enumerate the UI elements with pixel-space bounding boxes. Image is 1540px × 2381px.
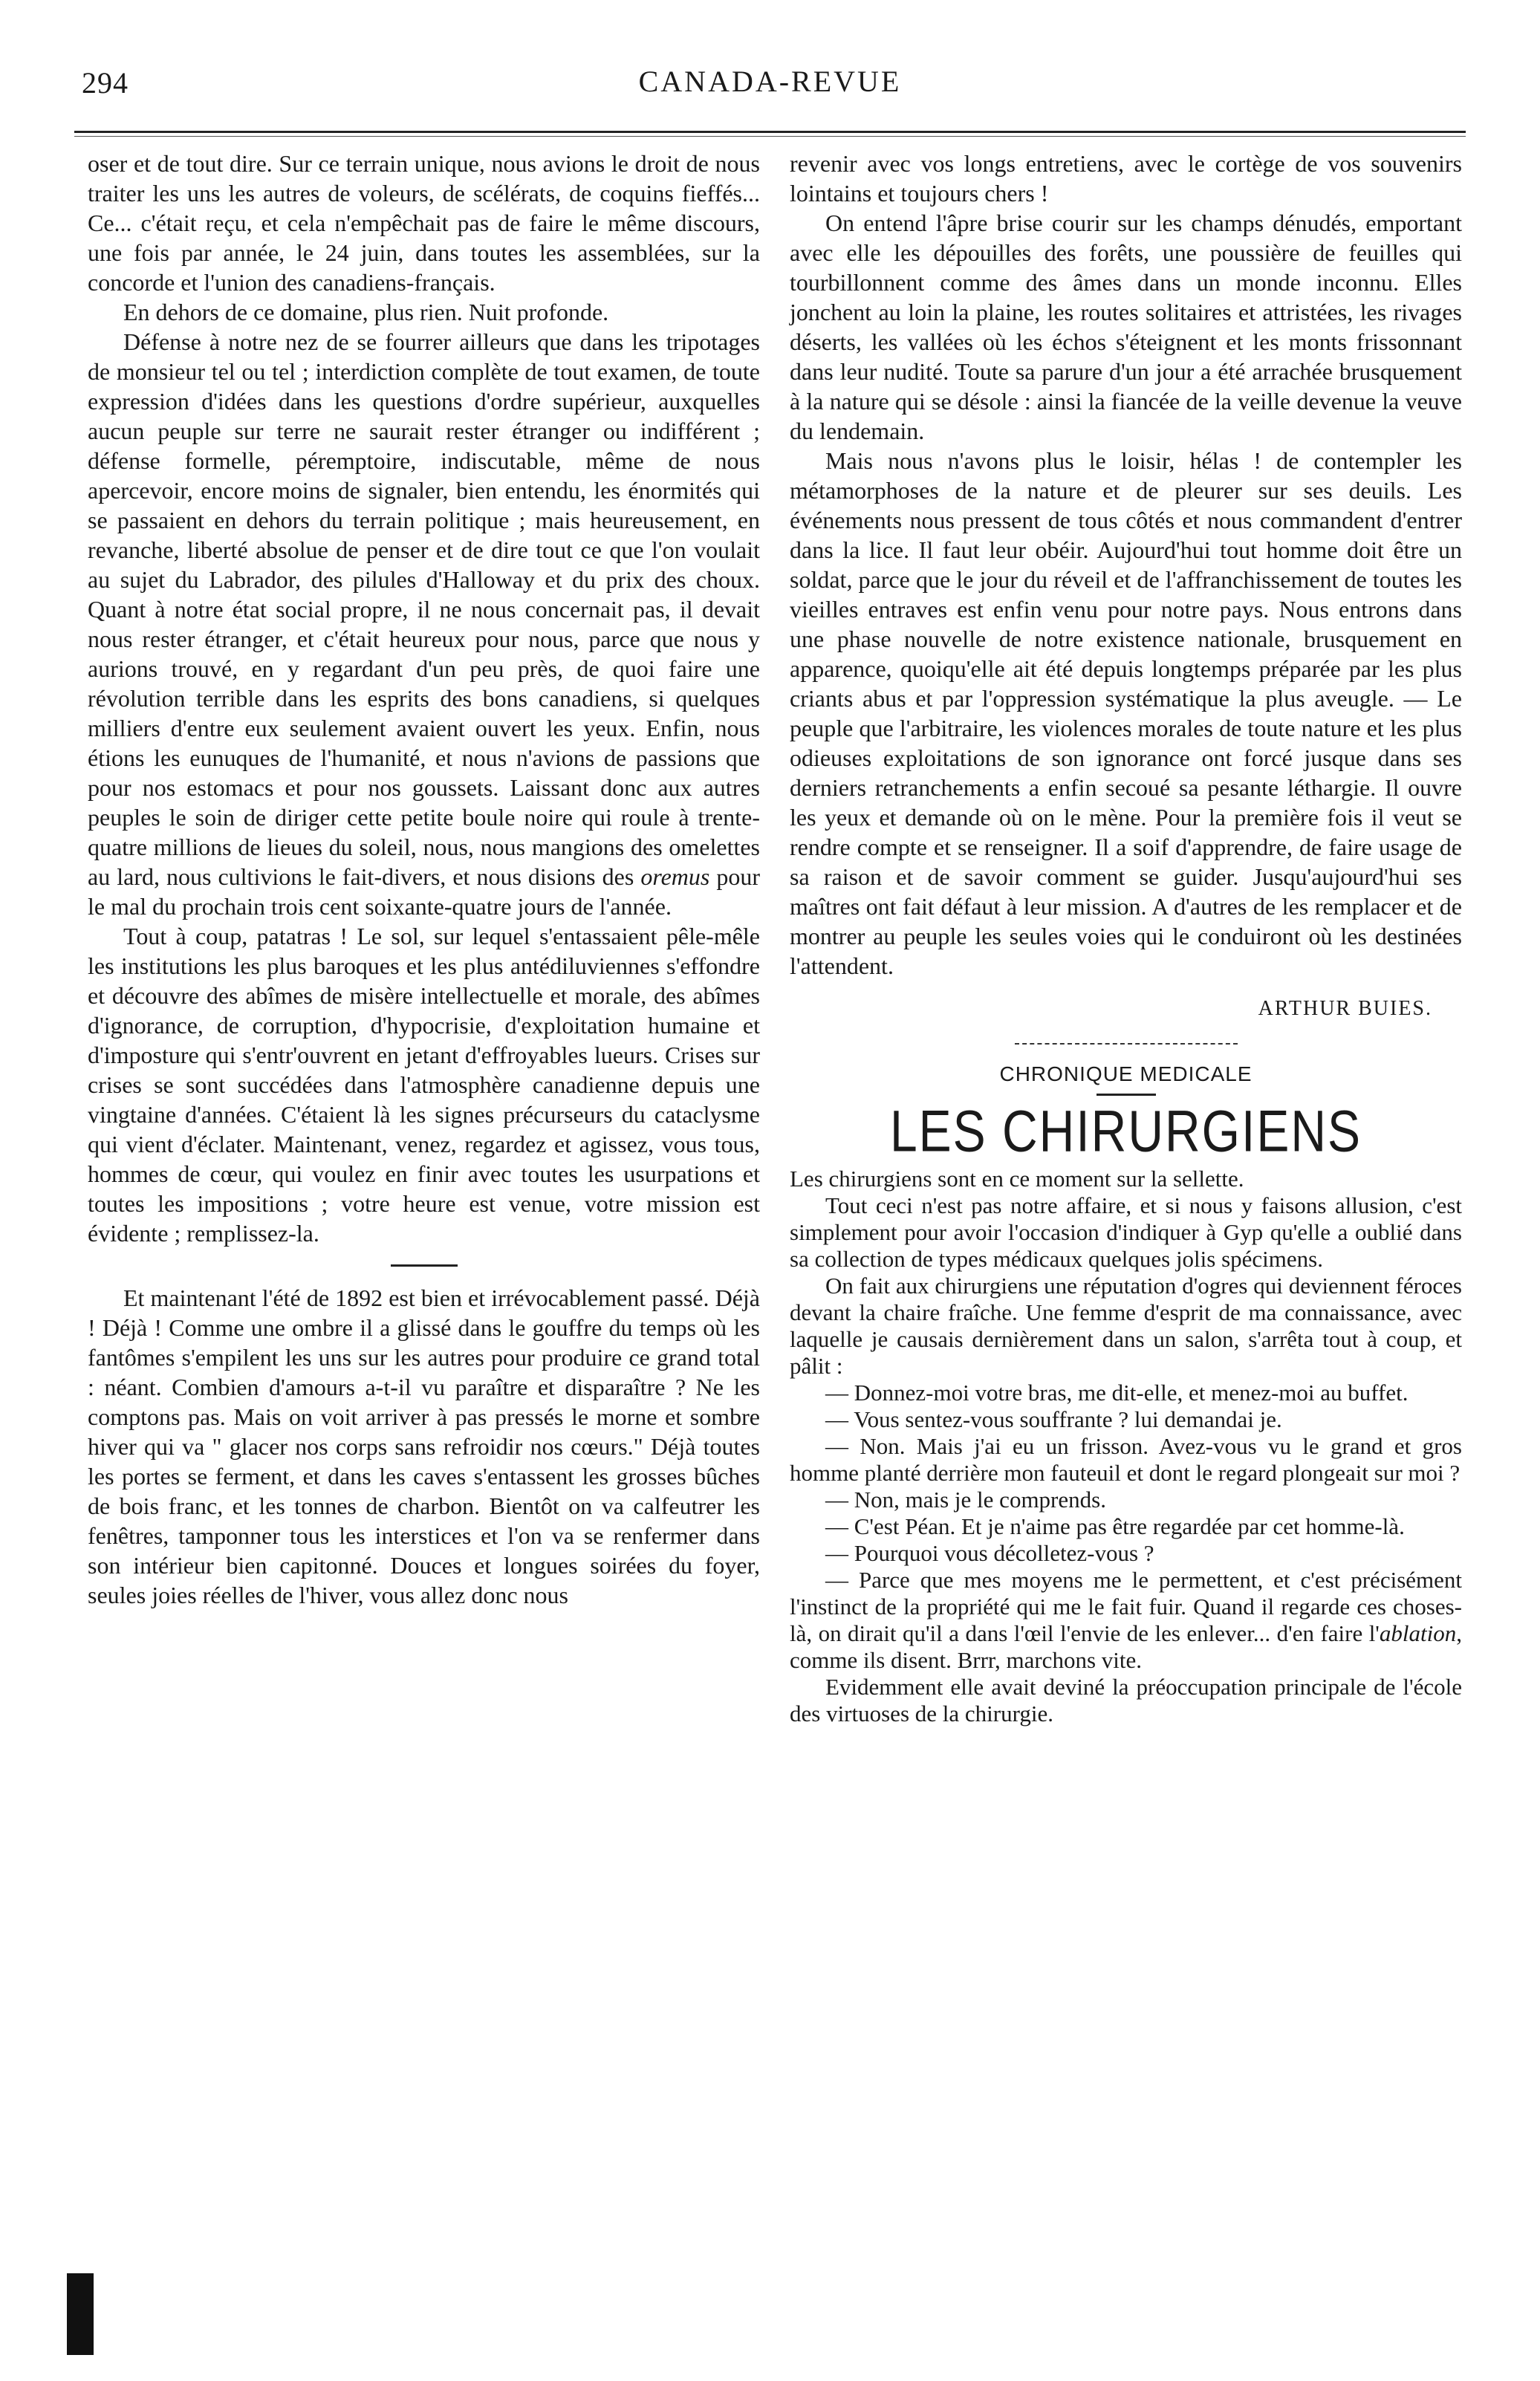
section-underline (1096, 1094, 1156, 1096)
page-number: 294 (82, 66, 129, 100)
paragraph: oser et de tout dire. Sur ce terrain unique, nous avions le droit de nous traiter les uns les autres de voleurs, de scélérats, de coquins fieffés... Ce... c'était reçu, et cela n'empêchait pas de faire le même discours, une fois par année, le 24 juin, dans toutes les assemblées, sur la concorde et l'union des canadiens-français. (88, 150, 760, 296)
article-separator (1015, 1043, 1238, 1045)
paragraph: revenir avec vos longs entretiens, avec le cortège de vos souvenirs lointains et toujours chers ! (790, 150, 1462, 207)
paragraph: Mais nous n'avons plus le loisir, hélas ! de contempler les métamorphoses de la nature et de pleurer sur ses deuils. Les événements nous pressent de tous côtés et nous commandent d'entrer dans la lice. Il faut leur obéir. Aujourd'hui tout homme doit être un soldat, parce que le jour du réveil et de l'affranchissement de toutes les vieilles entraves est enfin venu pour notre pays. Nous entrons dans une phase nouvelle de notre existence nationale, brusquement en apparence, quoiqu'elle ait été depuis longtemps préparée par les plus criants abus et par l'oppression systématique la plus aveugle. — Le peuple que l'arbitraire, les violences morales de toute nature et les plus odieuses exploitations de son ignorance ont forcé jusque dans ses derniers retranchements a enfin secoué sa pesante léthargie. Il ouvre les yeux et demande où on le mène. Pour la première fois il veut se rendre compte et se renseigner. Il a soif d'apprendre, de faire usage de sa raison et de savoir comment se guider. Jusqu'aujourd'hui ses maîtres ont fait défaut à leur mission. A d'autres de les remplacer et de montrer au peuple les seules voies qui le conduiront où les destinées l'attendent. (790, 447, 1462, 979)
dialog-line: — Non, mais je le comprends. (825, 1487, 1106, 1513)
paragraph: Et maintenant l'été de 1892 est bien et irrévocablement passé. Déjà ! Déjà ! Comme une ombre il a glissé dans le gouffre du temps où les fantômes s'empilent les uns sur les autres pour produire ce grand total : néant. Combien d'amours a-t-il vu paraître et disparaître ? Ne les comptons pas. Mais on voit arriver à pas pressés le morne et sombre hiver qui va " glacer nos corps sans refroidir nos cœurs." Déjà toutes les portes se ferment, et dans les caves s'entassent les grosses bûches de bois franc, et les tonnes de charbon. Bientôt on va calfeutrer les fenêtres, tamponner tous les interstices et l'on va se renfermer dans son intérieur bien capitonné. Douces et longues soirées du foyer, seules joies réelles de l'hiver, vous allez donc nous (88, 1284, 760, 1608)
paragraph: Evidemment elle avait deviné la préoccupation principale de l'école des virtuoses de la chirurgie. (790, 1674, 1462, 1727)
dialog-line (790, 1567, 1462, 1674)
author-signature: ARTHUR BUIES. (1258, 997, 1432, 1020)
dialog-line: — Vous sentez-vous souffrante ? lui demandai je. (825, 1406, 1282, 1432)
right-column (790, 149, 1462, 1727)
article-body (790, 1166, 1462, 1727)
oremus-word: oremus (640, 863, 710, 890)
paragraph-text: pour le mal du prochain trois cent soixante-quatre jours de l'année. (88, 863, 761, 920)
dialog-line: — Donnez-moi votre bras, me dit-elle, et menez-moi au buffet. (825, 1380, 1409, 1406)
paragraph: Les chirurgiens sont en ce moment sur la sellette. (790, 1166, 1244, 1192)
article-title: LES CHIRURGIENS (889, 1097, 1362, 1164)
left-column (88, 149, 760, 1610)
paragraph: Tout à coup, patatras ! Le sol, sur lequel s'entassaient pêle-mêle les institutions les plus baroques et les plus antédiluviennes s'effondre et découvre des abîmes de misère intellectuelle et morale, des abîmes d'ignorance, de corruption, d'hypocrisie, d'exploitation humaine et d'imposture qui s'entr'ouvrent en jetant d'effroyables lueurs. Crises sur crises se sont succédées dans l'atmosphère canadienne depuis une vingtaine d'années. C'étaient là les signes précurseurs du cataclysme qui vient d'éclater. Maintenant, venez, regardez et agissez, vous tous, hommes de cœur, qui voulez en finir avec toutes les usurpations et toutes les impositions ; votre heure est venue, votre mission est évidente ; remplissez-la. (88, 923, 760, 1247)
paragraph: On fait aux chirurgiens une réputation d'ogres qui deviennent féroces devant la chaire fraîche. Une femme d'esprit de ma connaissance, avec laquelle je causais dernièrement dans un salon, s'arrêta tout à coup, et pâlit : (790, 1273, 1462, 1379)
paragraph-text: Défense à notre nez de se fourrer ailleurs que dans les tripotages de monsieur tel ou tel ; interdiction complète de tout examen, de toute expression d'idées dans les questions d'ordre supérieur, auxquelles aucun peuple sur terre ne saurait rester étranger ou indifférent ; défense formelle, péremptoire, indiscutable, même de nous apercevoir, encore moins de signaler, bien entendu, les énormités qui se passaient en dehors du terrain politique ; mais heureusement, en revanche, liberté absolue de penser et de dire tout ce que l'on voulait au sujet du Labrador, des pilules d'Halloway et du prix des choux. Quant à notre état social propre, il ne nous concernait pas, il devait nous rester étranger, et c'était heureux pour nous, parce que nous y aurions trouvé, en y regardant d'un peu près, de quoi faire une révolution terrible dans les esprits des bons canadiens, si quelques milliers d'entre eux seulement avaient ouvert les yeux. Enfin, nous étions les eunuques de l'humanité, et nous n'avions de passions que pour nos estomacs et pour nos goussets. Laissant donc aux autres peuples le soin de diriger cette petite boule noire qui roule à trente-quatre millions de lieues du soleil, nous, nous mangions des omelettes au lard, nous cultivions le fait-divers, et nous disions des (88, 328, 760, 890)
section-separator (391, 1264, 458, 1267)
section-label: CHRONIQUE MEDICALE (999, 1062, 1253, 1085)
ablation-word: ablation (1379, 1620, 1457, 1646)
dialog-text: — Parce que mes moyens me le permettent, et c'est précisément l'instinct de la propriété qui me le fait fuir. Quand il regarde ces choses-là, on dirait qu'il a dans l'œil l'envie de les enlever... d'en faire l' (790, 1567, 1462, 1646)
header-rule (74, 131, 1466, 137)
scan-smudge (67, 2273, 94, 2355)
paragraph: On entend l'âpre brise courir sur les champs dénudés, emportant avec elle les dépouilles des forêts, une poussière de feuilles qui tourbillonnent comme des âmes dans un monde inconnu. Elles jonchent au loin la plaine, les routes solitaires et attristées, les rivages déserts, les vallées où les échos s'éteignent et les monts frissonnant dans leur nudité. Toute sa parure d'un jour a été arrachée brusquement à la nature qui se désole : ainsi la fiancée de la veille devenue la veuve du lendemain. (790, 209, 1462, 444)
running-title: CANADA-REVUE (638, 65, 902, 98)
paragraph: En dehors de ce domaine, plus rien. Nuit profonde. (123, 299, 609, 325)
dialog-line: — Non. Mais j'ai eu un frisson. Avez-vous vu le grand et gros homme planté derrière mon fauteuil et dont le regard plongeait sur moi ? (790, 1433, 1462, 1486)
dialog-line: — Pourquoi vous décolletez-vous ? (825, 1540, 1154, 1566)
dialog-line: — C'est Péan. Et je n'aime pas être regardée par cet homme-là. (825, 1513, 1405, 1539)
dialog-text: , comme ils disent. Brrr, marchons vite. (790, 1620, 1462, 1673)
paragraph: Tout ceci n'est pas notre affaire, et si nous y faisons allusion, c'est simplement pour avoir l'occasion d'indiquer à Gyp qu'elle a oublié dans sa collection de types médicaux quelques jolis spécimens. (790, 1192, 1462, 1272)
paragraph (88, 327, 760, 921)
